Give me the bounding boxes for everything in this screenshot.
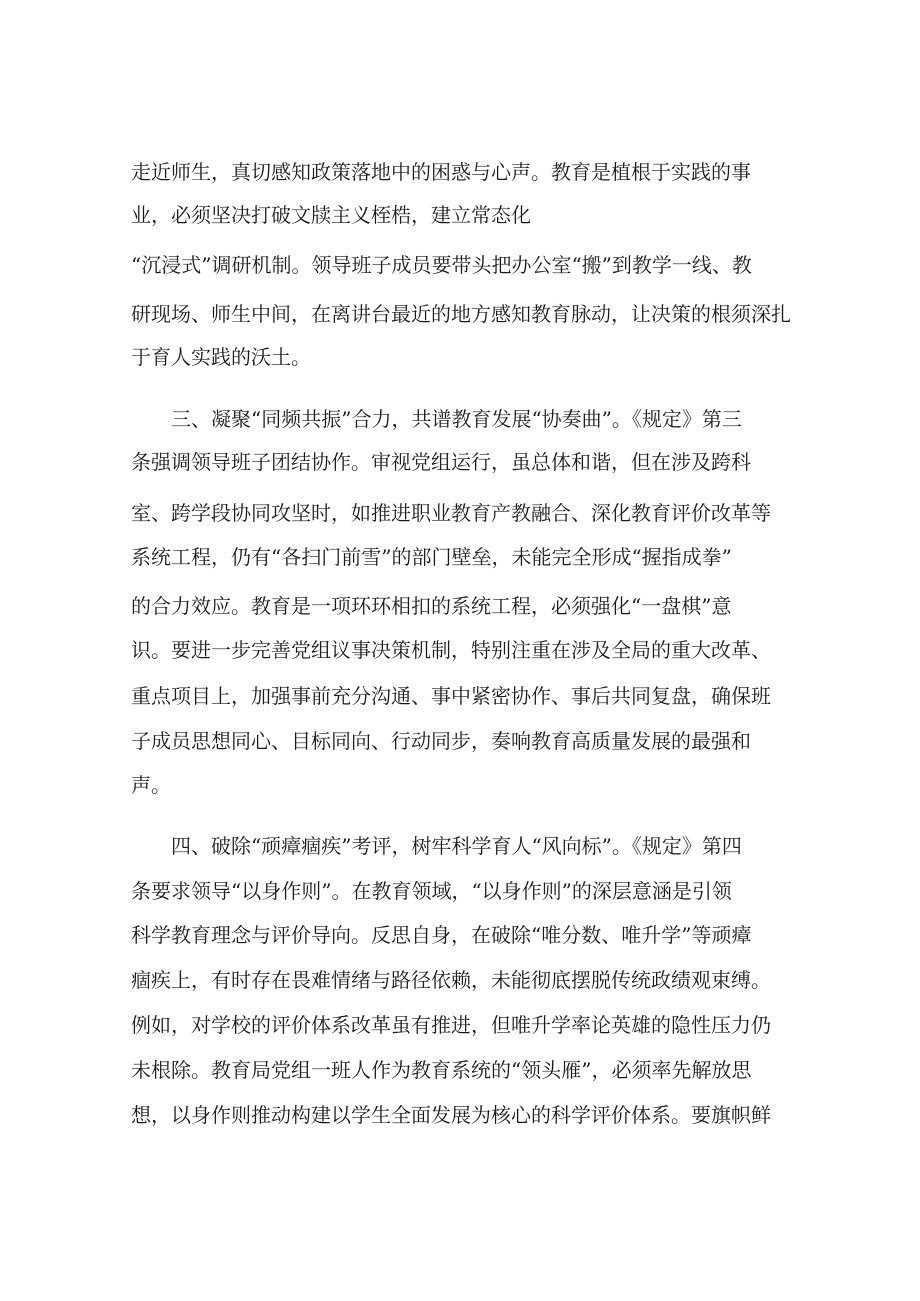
text-line: 想，以身作则推动构建以学生全面发展为核心的科学评价体系。要旗帜鲜 [131, 1103, 771, 1127]
text-line: “沉浸式”调研机制。领导班子成员要带头把办公室“搬”到教学一线、教 [131, 253, 752, 277]
text-line: 识。要进一步完善党组议事决策机制，特别注重在涉及全局的重大改革、 [131, 638, 771, 662]
text-line: 的合力效应。教育是一项环环相扣的系统工程，必须强化“一盘棋”意 [131, 594, 732, 618]
section-heading-line: 四、破除“顽瘴痼疾”考评，树牢科学育人“风向标”。《规定》第四 [131, 834, 742, 858]
text-line: 声。 [131, 773, 171, 797]
text-line: 痼疾上，有时存在畏难情绪与路径依赖，未能彻底摆脱传统政绩观束缚。 [131, 968, 771, 992]
text-line: 条强调领导班子团结协作。审视党组运行，虽总体和谐，但在涉及跨科 [131, 450, 751, 474]
text-line: 走近师生，真切感知政策落地中的困惑与心声。教育是植根于实践的事 [131, 160, 751, 184]
text-line: 系统工程，仍有“各扫门前雪”的部门壁垒，未能完全形成“握指成拳” [131, 545, 732, 569]
text-line: 重点项目上，加强事前充分沟通、事中紧密协作、事后共同复盘，确保班 [131, 684, 771, 708]
text-line: 科学教育理念与评价导向。反思自身，在破除“唯分数、唯升学”等顽瘴 [131, 923, 752, 947]
text-line: 业，必须坚决打破文牍主义桎梏，建立常态化 [131, 203, 531, 227]
text-line: 未根除。教育局党组一班人作为教育系统的“领头雁”，必须率先解放思 [131, 1058, 752, 1082]
text-line: 研现场、师生中间，在离讲台最近的地方感知教育脉动，让决策的根须深扎 [131, 302, 791, 326]
text-line: 子成员思想同心、目标同向、行动同步，奏响教育高质量发展的最强和 [131, 729, 751, 753]
text-line: 例如，对学校的评价体系改革虽有推进，但唯升学率论英雄的隐性压力仍 [131, 1013, 771, 1037]
text-line: 室、跨学段协同攻坚时，如推进职业教育产教融合、深化教育评价改革等 [131, 501, 771, 525]
text-line: 条要求领导“以身作则”。在教育领域，“以身作则”的深层意涵是引领 [131, 879, 732, 903]
text-line: 于育人实践的沃土。 [131, 345, 311, 369]
section-heading-line: 三、凝聚“同频共振”合力，共谱教育发展“协奏曲”。《规定》第三 [131, 407, 742, 431]
